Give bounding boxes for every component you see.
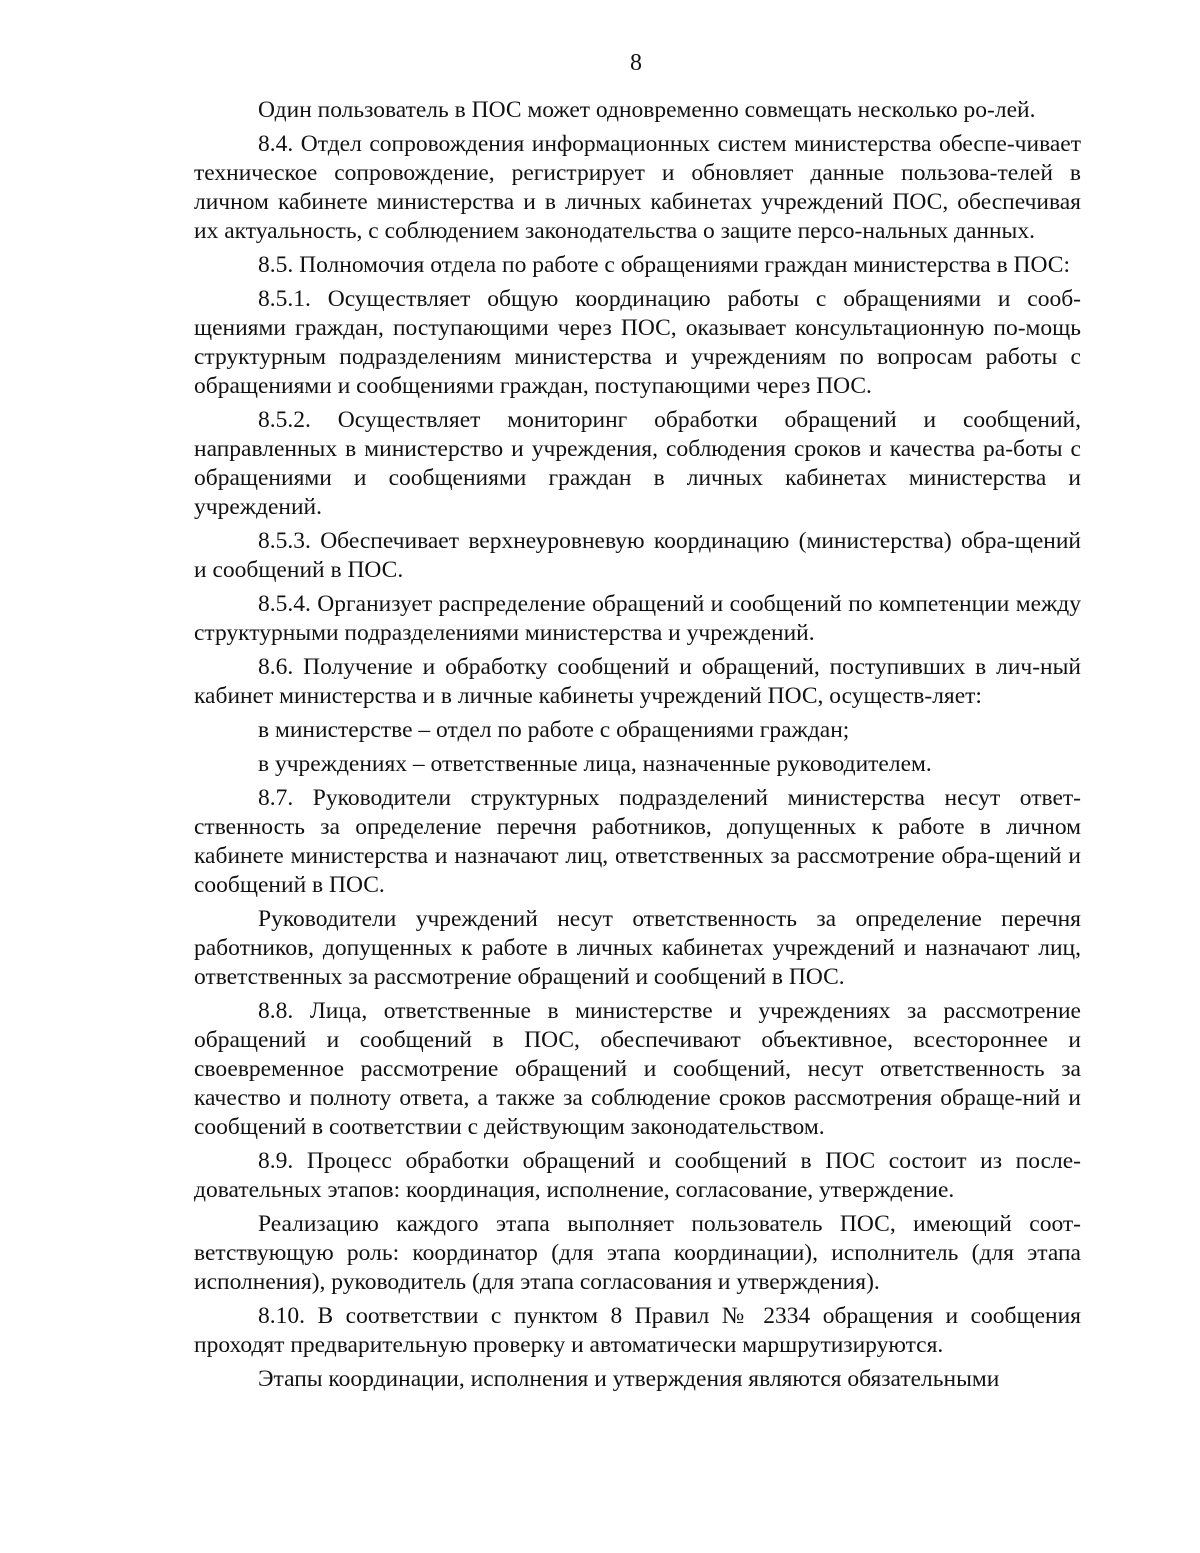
- paragraph-8-10-stages: Этапы координации, исполнения и утверждения являются обязательными: [258, 1366, 1000, 1392]
- paragraph-8-9: 8.9. Процесс обработки обращений и сообщений в ПОС состоит из после-довательных этапов: координация, исполнение, согласование, утверждение.: [194, 1148, 1081, 1203]
- paragraph-8-7: 8.7. Руководители структурных подразделений министерства несут ответ-ственность за определение перечня работников, допущенных к работе в личном кабинете министерства и назначают лиц, ответственных за рассмотрение обра-щений и сообщений в ПОС.: [194, 785, 1081, 898]
- document-body: [194, 96, 1081, 1394]
- paragraph-8-5-3: 8.5.3. Обеспечивает верхнеуровневую координацию (министерства) обра-щений и сообщений в ПОС.: [194, 528, 1081, 583]
- paragraph-8-5-1: 8.5.1. Осуществляет общую координацию работы с обращениями и сооб-щениями граждан, поступающими через ПОС, оказывает консультационную по-мощь структурным подразделениям министерства и учреждениям по вопросам работы с обращениями и сообщениями граждан, поступающими через ПОС.: [194, 286, 1081, 399]
- page-number: 8: [630, 50, 642, 76]
- paragraph-roles: Один пользователь в ПОС может одновременно совмещать несколько ро-лей.: [258, 97, 1036, 123]
- paragraph-8-6: 8.6. Получение и обработку сообщений и обращений, поступивших в лич-ный кабинет министерства и в личные кабинеты учреждений ПОС, осуществ-ляет:: [194, 654, 1081, 709]
- paragraph-8-6-ministry: в министерстве – отдел по работе с обращениями граждан;: [258, 717, 850, 743]
- paragraph-8-5-4: 8.5.4. Организует распределение обращений и сообщений по компетенции между структурными подразделениями министерства и учреждений.: [194, 591, 1081, 646]
- paragraph-8-10: 8.10. В соответствии с пунктом 8 Правил № 2334 обращения и сообщения проходят предварительную проверку и автоматически маршрутизируются.: [194, 1303, 1081, 1358]
- paragraph-8-5: 8.5. Полномочия отдела по работе с обращениями граждан министерства в ПОС:: [258, 252, 1070, 278]
- paragraph-8-6-institutions: в учреждениях – ответственные лица, назначенные руководителем.: [258, 751, 932, 777]
- paragraph-8-5-2: 8.5.2. Осуществляет мониторинг обработки обращений и сообщений, направленных в министерство и учреждения, соблюдения сроков и качества ра-боты с обращениями и сообщениями граждан в личных кабинетах министерства и учреждений.: [194, 407, 1081, 520]
- paragraph-8-9-stages: Реализацию каждого этапа выполняет пользователь ПОС, имеющий соот-ветствующую роль: координатор (для этапа координации), исполнитель (для этапа исполнения), руководитель (для этапа согласования и утверждения).: [194, 1211, 1081, 1295]
- paragraph-8-7-institutions: Руководители учреждений несут ответственность за определение перечня работников, допущенных к работе в личных кабинетах учреждений и назначают лиц, ответственных за рассмотрение обращений и сообщений в ПОС.: [194, 906, 1081, 990]
- paragraph-8-8: 8.8. Лица, ответственные в министерстве и учреждениях за рассмотрение обращений и сообщений в ПОС, обеспечивают объективное, всестороннее и своевременное рассмотрение обращений и сообщений, несут ответственность за качество и полноту ответа, а также за соблюдение сроков рассмотрения обраще-ний и сообщений в соответствии с действующим законодательством.: [194, 998, 1081, 1140]
- paragraph-8-4: 8.4. Отдел сопровождения информационных систем министерства обеспе-чивает техническое сопровождение, регистрирует и обновляет данные пользова-телей в личном кабинете министерства и в личных кабинетах учреждений ПОС, обеспечивая их актуальность, с соблюдением законодательства о защите персо-нальных данных.: [194, 131, 1081, 244]
